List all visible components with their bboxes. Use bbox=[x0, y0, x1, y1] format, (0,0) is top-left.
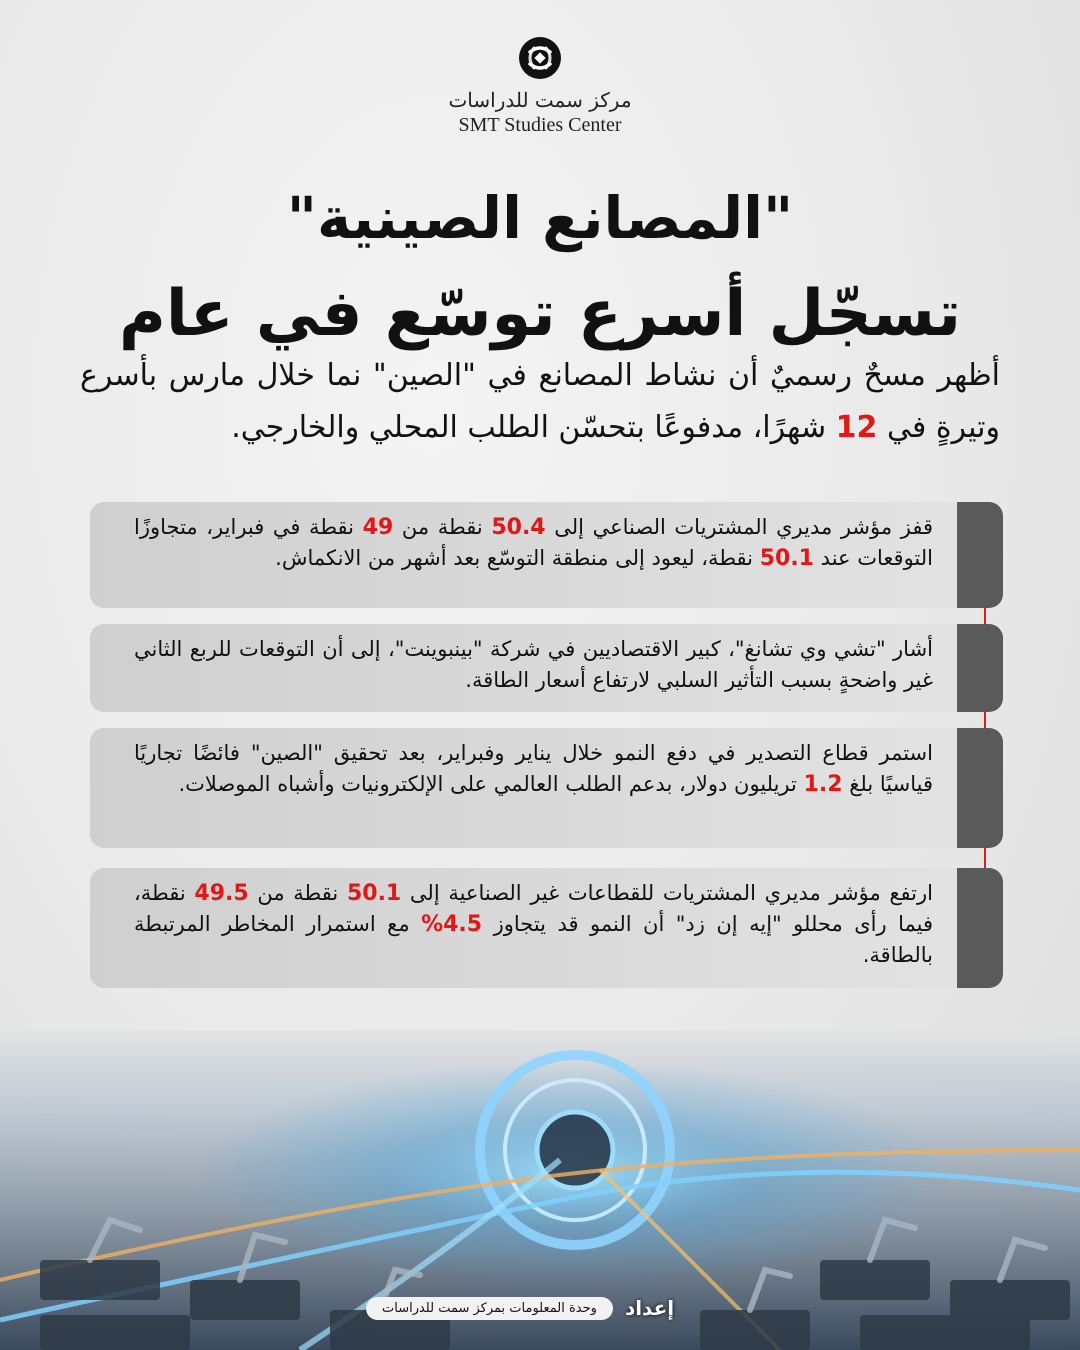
card-text-segment: ارتفع مؤشر مديري المشتريات للقطاعات غير الصناعية إلى bbox=[409, 881, 933, 905]
card-text-segment: نقطة، ليعود إلى منطقة التوسّع بعد أشهر من الانكماش. bbox=[275, 546, 754, 570]
info-card-exports bbox=[90, 728, 1003, 848]
card-text bbox=[134, 878, 933, 971]
headline-line-1: "المصانع الصينية" bbox=[286, 184, 794, 252]
brand-name-english: SMT Studies Center bbox=[458, 114, 622, 136]
info-card-economist-outlook bbox=[90, 624, 1003, 712]
brand-name-arabic: مركز سمت للدراسات bbox=[448, 88, 632, 112]
card-text-segment: مع استمرار المخاطر المرتبطة بالطاقة. bbox=[134, 912, 933, 967]
card-text-segment: تريليون دولار، بدعم الطلب العالمي على الإلكترونيات وأشباه الموصلات. bbox=[178, 772, 797, 796]
swirl-logo-icon bbox=[518, 36, 562, 80]
card-number: 49.5 bbox=[194, 881, 249, 906]
card-text-segment: نقطة في فبراير، متجاوزًا التوقعات عند bbox=[134, 515, 933, 570]
intro-paragraph bbox=[80, 350, 1000, 454]
card-text bbox=[134, 512, 933, 574]
card-tab bbox=[957, 868, 1003, 988]
card-text bbox=[134, 634, 933, 696]
credit-text: وحدة المعلومات بمركز سمت للدراسات bbox=[366, 1297, 613, 1320]
info-card-pmi-non-manufacturing bbox=[90, 868, 1003, 988]
credit-label: إعداد bbox=[624, 1296, 675, 1320]
card-tab bbox=[957, 728, 1003, 848]
card-connector bbox=[984, 710, 986, 730]
card-text-segment: نقطة من bbox=[257, 881, 339, 905]
brand-logo bbox=[0, 36, 1080, 137]
card-tab bbox=[957, 502, 1003, 608]
card-text-segment: نقطة، فيما رأى محللو "إيه إن زد" أن النمو قد يتجاوز bbox=[134, 881, 934, 936]
card-text-segment: قفز مؤشر مديري المشتريات الصناعي إلى bbox=[554, 515, 933, 539]
card-number: 49 bbox=[362, 515, 394, 540]
card-connector bbox=[984, 606, 986, 626]
info-card-pmi-manufacturing bbox=[90, 502, 1003, 608]
intro-text-1: أظهر مسحٌ رسميٌ أن نشاط المصانع في "الصين" نما خلال مارس بأسرع وتيرةٍ في bbox=[80, 358, 1000, 445]
headline-line-2: تسجّل أسرع توسّع في عام bbox=[118, 277, 962, 351]
credit-bar bbox=[366, 1292, 674, 1324]
card-number: 1.2 bbox=[803, 772, 843, 797]
card-text-segment: استمر قطاع التصدير في دفع النمو خلال يناير وفبراير، بعد تحقيق "الصين" فائضًا تجاريًا قياسيًا بلغ bbox=[134, 741, 933, 796]
card-connector bbox=[984, 846, 986, 870]
card-number: 50.1 bbox=[346, 881, 402, 906]
card-text-segment: نقطة من bbox=[401, 515, 483, 539]
card-text-segment: أشار "تشي وي تشانغ"، كبير الاقتصاديين في شركة "بينبوينت"، إلى أن التوقعات للربع الثاني غير واضحةٍ بسبب التأثير السلبي لارتفاع أسعار الطاقة. bbox=[134, 637, 933, 692]
card-text bbox=[134, 738, 933, 800]
card-number: 50.4 bbox=[491, 515, 546, 540]
intro-number: 12 bbox=[835, 410, 878, 445]
intro-text-2: شهرًا، مدفوعًا بتحسّن الطلب المحلي والخارجي. bbox=[231, 410, 827, 445]
card-number: 4.5% bbox=[421, 912, 483, 937]
headline bbox=[0, 170, 1080, 362]
card-number: 50.1 bbox=[759, 546, 814, 571]
card-tab bbox=[957, 624, 1003, 712]
